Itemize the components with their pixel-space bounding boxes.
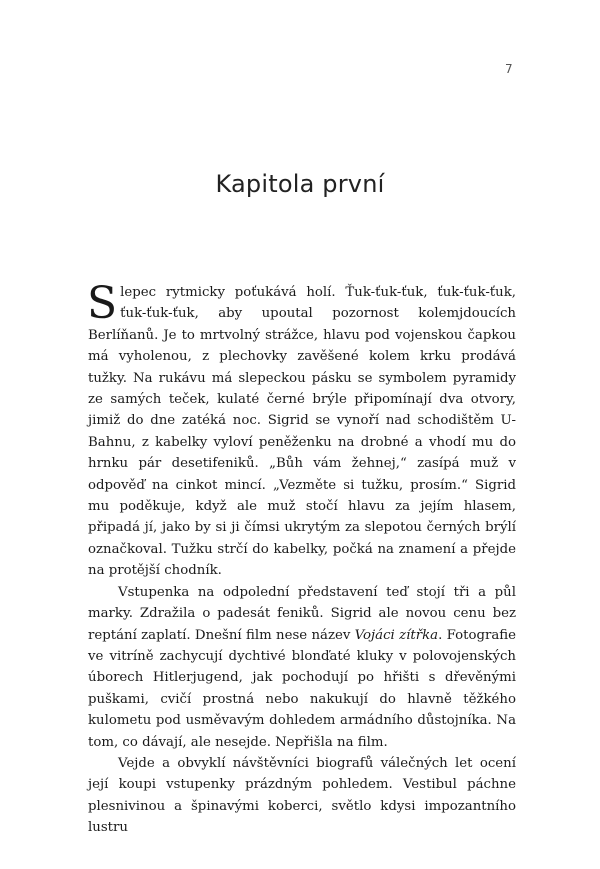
paragraph-2-text-b: . Fotografie ve vitríně zachycují dychtivé blonďaté kluky v polovojenských úborech Hitlerjugend, jak pochodují po hřišti s dřevěnými puškami, cvičí prostná nebo nakukují do hlavně těžkého kulometu pod usměvavým dohledem armádního důstojníka. Na tom, co dávají, ale nesejde. Nepřišla na film. [88, 627, 516, 750]
body-text [87, 278, 516, 839]
page-number: 7 [505, 62, 513, 76]
paragraph-2-text-a: Vstupenka na odpolední představení teď stojí tři a půl marky. Zdražila o padesát feniků. Sigrid ale novou cenu bez reptání zaplatí. Dnešní film nese název [88, 584, 516, 643]
chapter-title: Kapitola první [215, 170, 385, 198]
paragraph-1 [87, 278, 516, 582]
paragraph-3 [88, 753, 516, 839]
film-title: Vojáci zítřka [354, 627, 439, 643]
paragraph-2 [88, 582, 516, 753]
paragraph-1-text: lepec rytmicky poťukává holí. Ťuk-ťuk-ťuk, ťuk-ťuk-ťuk, ťuk-ťuk-ťuk, aby upoutal pozornost kolemjdoucích Berlíňanů. Je to mrtvolný strážce, hlavu pod vojenskou čapkou má vyholenou, z plechovky zavěšené kolem krku prodává tužky. Na rukávu má slepeckou pásku se symbolem pyramidy ze samých teček, kulaté černé brýle připomínají dva otvory, jimiž do dne zatéká noc. Sigrid se vynoří nad schodištěm U-Bahnu, z kabelky vyloví peněženku na drobné a vhodí mu do hrnku pár desetifeniků. „Bůh vám žehnej,“ zasípá muž v odpověď na cinkot mincí. „Vezměte si tužku, prosím.“ Sigrid mu poděkuje, když ale muž stočí hlavu za jejím hlasem, připadá jí, jako by si ji čímsi ukrytým za slepotou černých brýlí označkoval. Tužku strčí do kabelky, počká na znamení a přejde na protější chodník. [88, 285, 516, 579]
paragraph-3-text: Vejde a obvyklí návštěvníci biografů válečných let ocení její koupi vstupenky prázdným pohledem. Vestibul páchne plesnivinou a špinavými koberci, světlo kdysi impozantního lustru [88, 755, 516, 836]
drop-cap: S [87, 278, 118, 329]
